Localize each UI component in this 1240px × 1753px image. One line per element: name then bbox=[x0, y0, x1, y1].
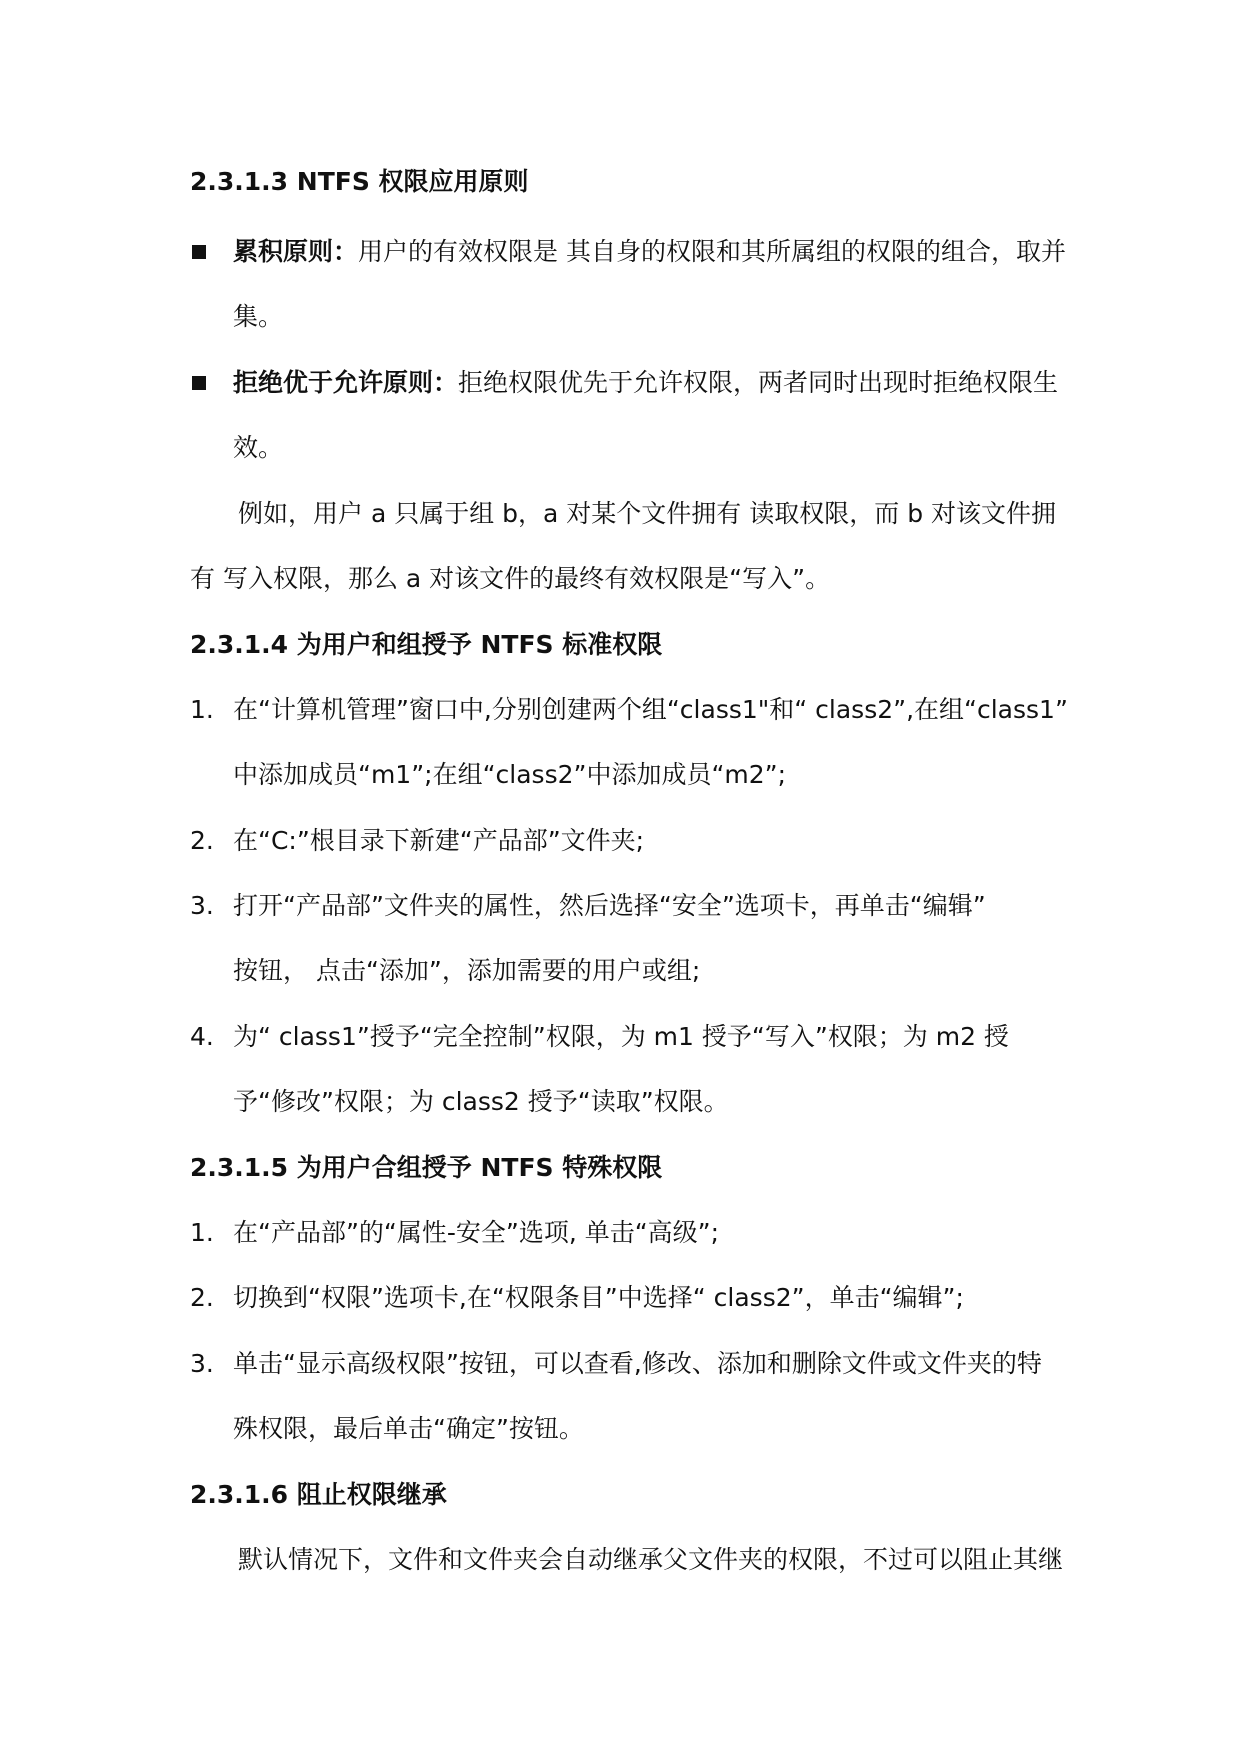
section-heading-2-3-1-6: 2.3.1.6 阻止权限继承 bbox=[190, 1480, 447, 1509]
list-item: 单击“显示高级权限”按钮，可以查看,修改、添加和删除文件或文件夹的特 bbox=[233, 1349, 1042, 1378]
bullet-item bbox=[233, 365, 1060, 401]
list-item: 在“产品部”的“属性-安全”选项, 单击“高级”; bbox=[233, 1218, 720, 1247]
list-item-continuation: 中添加成员“m1”;在组“class2”中添加成员“m2”; bbox=[233, 760, 787, 789]
list-item-continuation: 殊权限，最后单击“确定”按钮。 bbox=[233, 1414, 584, 1443]
section-heading-2-3-1-4: 2.3.1.4 为用户和组授予 NTFS 标准权限 bbox=[190, 630, 663, 659]
list-number: 2. bbox=[190, 1283, 214, 1312]
bullet-item bbox=[233, 234, 1066, 270]
example-paragraph-continuation: 有 写入权限，那么 a 对该文件的最终有效权限是“写入”。 bbox=[190, 564, 831, 593]
bullet-title: 累积原则： bbox=[233, 237, 359, 266]
bullet-continuation: 效。 bbox=[233, 433, 284, 462]
list-item: 切换到“权限”选项卡,在“权限条目”中选择“ class2”，单击“编辑”; bbox=[233, 1283, 964, 1312]
paragraph: 默认情况下，文件和文件夹会自动继承父文件夹的权限，不过可以阻止其继 bbox=[238, 1545, 1064, 1574]
list-item: 为“ class1”授予“完全控制”权限，为 m1 授予“写入”权限；为 m2 授 bbox=[233, 1022, 1009, 1051]
list-item-continuation: 按钮， 点击“添加”，添加需要的用户或组; bbox=[233, 956, 701, 985]
bullet-text: 拒绝权限优先于允许权限，两者同时出现时拒绝权限生 bbox=[458, 368, 1059, 397]
bullet-square-icon bbox=[192, 376, 206, 390]
list-item: 打开“产品部”文件夹的属性，然后选择“安全”选项卡，再单击“编辑” bbox=[233, 891, 986, 920]
list-number: 4. bbox=[190, 1022, 214, 1051]
bullet-square-icon bbox=[192, 245, 206, 259]
bullet-title: 拒绝优于允许原则： bbox=[233, 368, 459, 397]
section-heading-2-3-1-3: 2.3.1.3 NTFS 权限应用原则 bbox=[190, 167, 529, 196]
list-number: 1. bbox=[190, 1218, 214, 1247]
example-paragraph: 例如，用户 a 只属于组 b，a 对某个文件拥有 读取权限，而 b 对该文件拥 bbox=[238, 499, 1057, 528]
list-number: 3. bbox=[190, 891, 214, 920]
list-number: 3. bbox=[190, 1349, 214, 1378]
list-number: 1. bbox=[190, 695, 214, 724]
list-number: 2. bbox=[190, 826, 214, 855]
list-item: 在“计算机管理”窗口中,分别创建两个组“class1"和“ class2”,在组“class1” bbox=[233, 695, 1068, 724]
bullet-text: 用户的有效权限是 其自身的权限和其所属组的权限的组合，取并 bbox=[358, 237, 1066, 266]
bullet-continuation: 集。 bbox=[233, 302, 284, 331]
list-item: 在“C:”根目录下新建“产品部”文件夹; bbox=[233, 826, 645, 855]
list-item-continuation: 予“修改”权限；为 class2 授予“读取”权限。 bbox=[233, 1087, 729, 1116]
section-heading-2-3-1-5: 2.3.1.5 为用户合组授予 NTFS 特殊权限 bbox=[190, 1153, 663, 1182]
